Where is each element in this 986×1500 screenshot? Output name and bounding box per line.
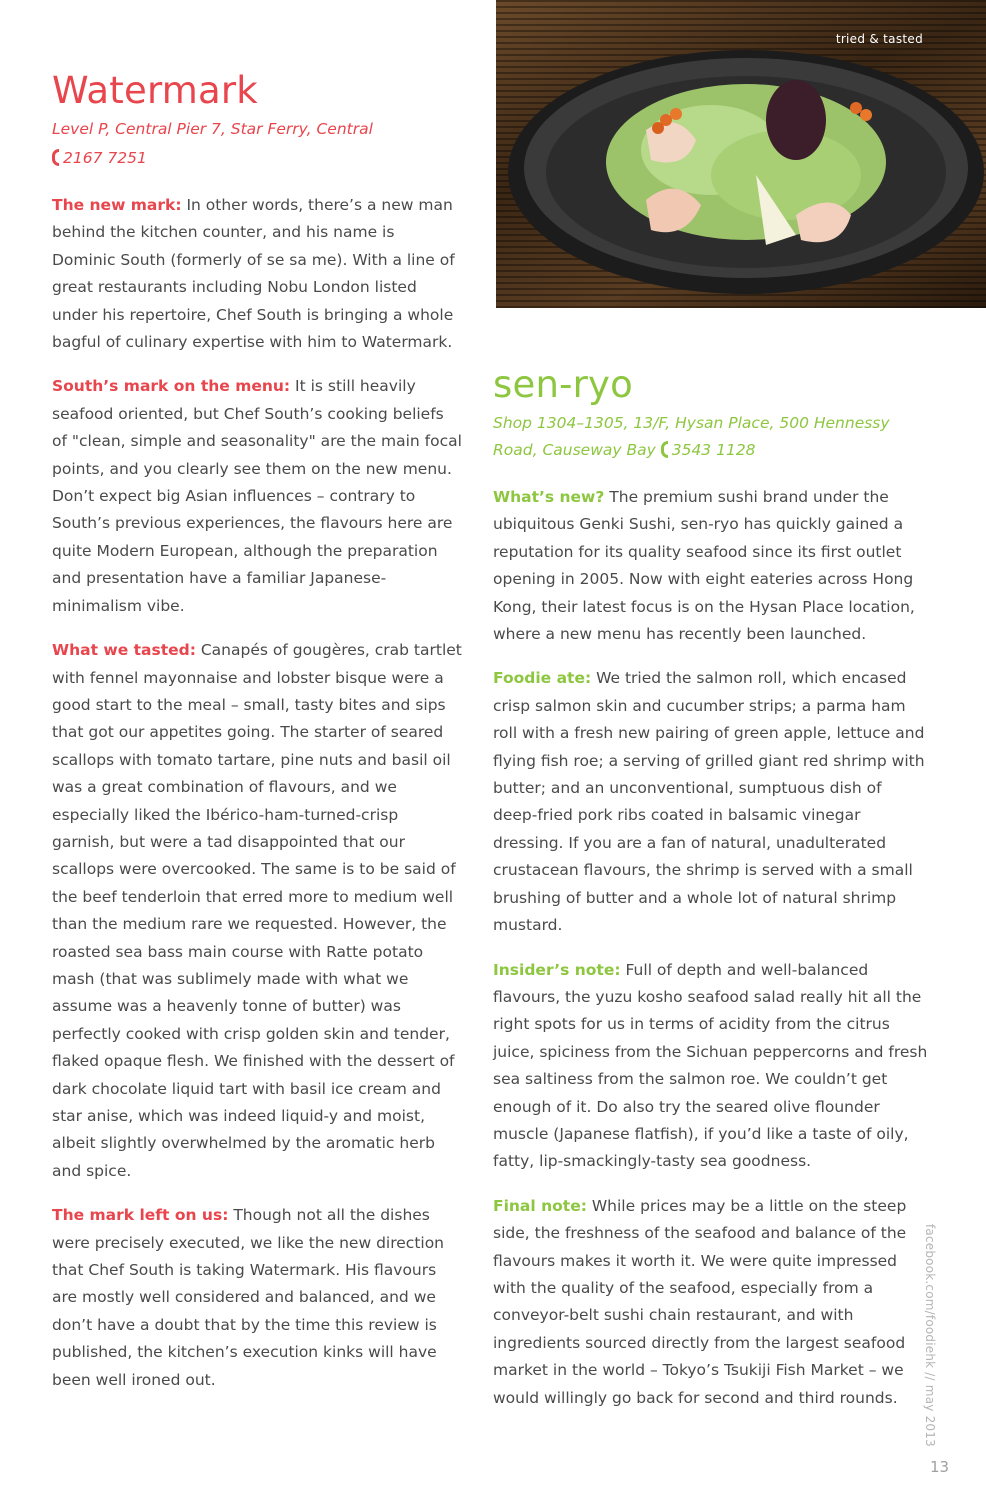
watermark-paragraph — [52, 192, 462, 356]
senryo-address: Shop 1304–1305, 13/F, Hysan Place, 500 Hennessy Road, Causeway Bay — [493, 414, 890, 459]
watermark-paragraph — [52, 373, 462, 620]
section-tag: tried & tasted — [835, 32, 923, 46]
paragraph-lead: South’s mark on the menu: — [52, 377, 291, 396]
paragraph-text: While prices may be a little on the steep side, the freshness of the seafood and balance of the flavours makes it worth it. We were quite impressed with the quality of the seafood, especially from a conveyor-belt sushi chain restaurant, and with ingredients sourced directly from the largest seafood market in the world – Tokyo’s Tsukiji Fish Market – we would willingly go back for second and third rounds. — [493, 1196, 907, 1407]
paragraph-text: It is still heavily seafood oriented, but Chef South’s cooking beliefs of "clean, simple and seasonality" are the main focal points, and you clearly see them on the new menu. Don’t expect big Asian influences – contrary to South’s previous experiences, the flavours here are quite Modern European, although the preparation and presentation have a familiar Japanese-minimalism vibe. — [52, 377, 462, 615]
watermark-phone: 2167 7251 — [63, 149, 147, 167]
seafood-salad-illustration — [496, 0, 986, 308]
senryo-phone: 3543 1128 — [671, 441, 756, 459]
phone-icon — [661, 441, 668, 458]
paragraph-text: Full of depth and well-balanced flavours, the yuzu kosho seafood salad really hit all the right spots for us in terms of acidity from the citrus juice, spiciness from the Sichuan peppercorns and fresh sea saltiness from the salmon roe. We couldn’t get enough of it. Do also try the seared olive flounder muscle (Japanese flatfish), if you’d like a taste of oily, fatty, lip-smackingly-tasty sea goodness. — [493, 960, 928, 1171]
paragraph-lead: Foodie ate: — [493, 669, 592, 688]
paragraph-lead: Insider’s note: — [493, 960, 621, 979]
senryo-paragraph — [493, 665, 928, 939]
senryo-paragraph — [493, 957, 928, 1176]
watermark-address: Level P, Central Pier 7, Star Ferry, Central — [52, 120, 373, 138]
paragraph-text: We tried the salmon roll, which encased crisp salmon skin and cucumber strips; a parma ham roll with a fresh new pairing of green apple, lettuce and flying fish roe; a serving of grilled giant red shrimp with butter; and an unconventional, sumptuous dish of deep-fried pork ribs coated in balsamic vinegar dressing. If you are a fan of natural, unadulterated crustacean flavours, the shrimp is served with a small brushing of butter and a whole lot of natural shrimp mustard. — [493, 669, 925, 935]
watermark-review — [52, 68, 462, 1394]
paragraph-lead: Final note: — [493, 1196, 587, 1215]
side-credit — [923, 1224, 953, 1447]
paragraph-text: Though not all the dishes were precisely executed, we like the new direction that Chef South is taking Watermark. His flavours are mostly well considered and balanced, and we don’t have a doubt that by the time this review is published, the kitchen’s execution kinks will have been well ironed out. — [52, 1206, 445, 1389]
senryo-address-block — [493, 410, 928, 464]
paragraph-text: Canapés of gougères, crab tartlet with fennel mayonnaise and lobster bisque were a good start to the meal – small, tasty bites and sips that got our appetites going. The starter of seared scallops with tomato tartare, pine nuts and basil oil was a great combination of flavours, and we especially liked the Ibérico-ham-turned-crisp garnish, but were a tad disappointed that our scallops were overcooked. The same is to be said of the beef tenderloin that erred more to medium well than the medium rare we requested. However, the roasted sea bass main course with Ratte potato mash (that was sublimely made with what we assume was a heavenly tonne of butter) was perfectly cooked with crisp golden skin and tender, flaked opaque flesh. We finished with the dessert of dark chocolate liquid tart with basil ice cream and star anise, which was indeed liquid-y and moist, albeit slightly overwhelmed by the aromatic herb and spice. — [52, 641, 462, 1180]
watermark-title: Watermark — [52, 69, 258, 112]
paragraph-lead: The new mark: — [52, 196, 182, 214]
senryo-review — [493, 362, 928, 1412]
senryo-paragraph — [493, 484, 928, 648]
salad-photo — [496, 0, 986, 308]
watermark-paragraph — [52, 637, 462, 1185]
watermark-paragraph — [52, 1202, 462, 1394]
paragraph-lead: What’s new? — [493, 488, 605, 506]
paragraph-lead: What we tasted: — [52, 641, 196, 660]
paragraph-text: The premium sushi brand under the ubiquitous Genki Sushi, sen-ryo has quickly gained a reputation for its quality seafood since its first outlet opening in 2005. Now with eight eateries across Hong Kong, their latest focus is on the Hysan Place location, where a new menu has recently been launched. — [493, 488, 915, 644]
side-credit-text: facebook.com/foodiehk // may 2013 — [923, 1224, 937, 1447]
paragraph-lead: The mark left on us: — [52, 1206, 229, 1225]
senryo-title: sen-ryo — [493, 363, 633, 406]
watermark-phone-line — [52, 145, 462, 172]
phone-icon — [52, 149, 59, 166]
page-number: 13 — [930, 1458, 950, 1476]
paragraph-text: In other words, there’s a new man behind the kitchen counter, and his name is Dominic South (formerly of se sa me). With a line of great restaurants including Nobu London listed under his repertoire, Chef South is bringing a whole bagful of culinary expertise with him to Watermark. — [52, 196, 455, 352]
senryo-paragraph — [493, 1193, 928, 1412]
